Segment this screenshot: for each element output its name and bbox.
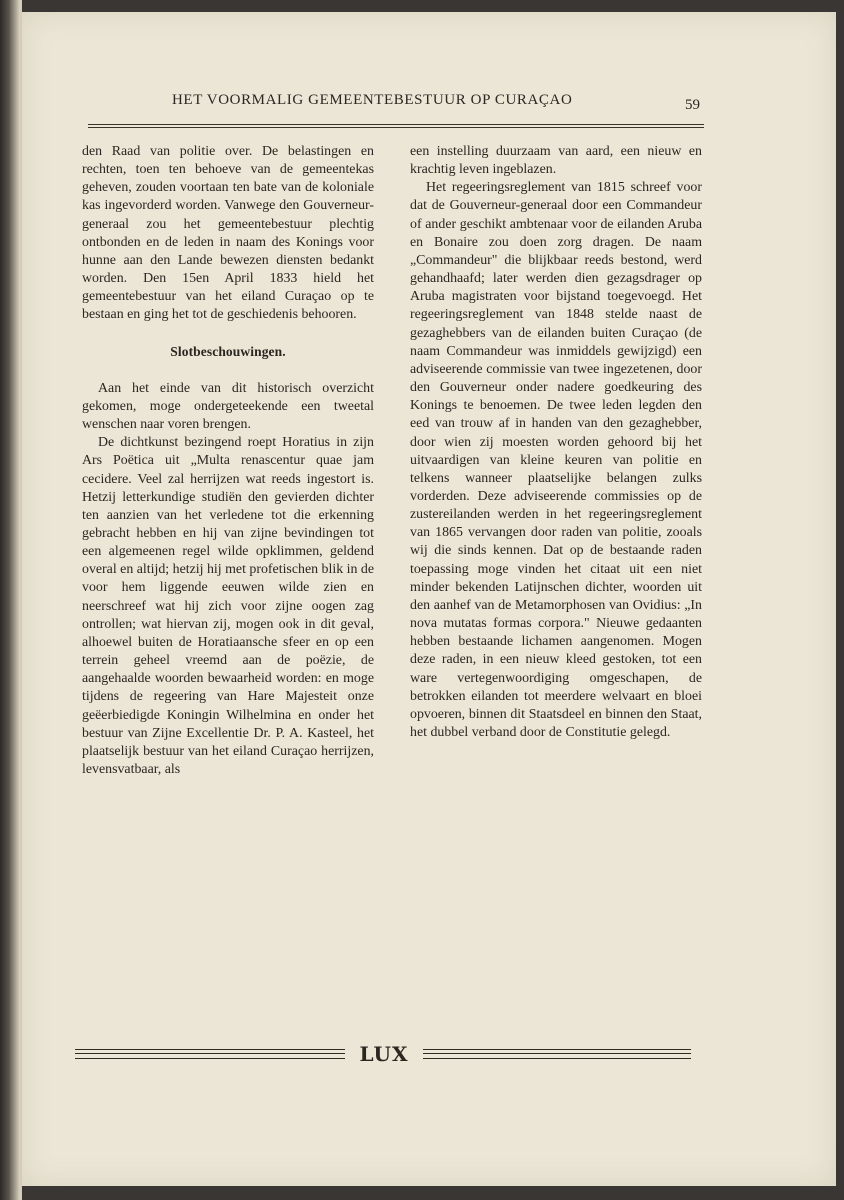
footer-ornament xyxy=(75,1044,695,1066)
paragraph: Aan het einde van dit historisch overzicht gekomen, moge ondergeteekende een tweetal wenschen naar voren brengen. xyxy=(82,380,374,433)
paragraph: den Raad van politie over. De belastingen en rechten, toen ten behoeve van de gemeentekas geheven, zouden voortaan ten bate van de koloniale kas ingevorderd worden. Vanwege den Gouverneur-generaal zou het gemeentebestuur plechtig ontbonden en de leden in naam des Konings voor hunne aan den Lande bewezen diensten bedankt worden. Den 15en April 1833 hield het gemeentebestuur van het eiland Curaçao op te bestaan en ging het tot de geschiedenis behooren. xyxy=(82,144,374,323)
running-title: HET VOORMALIG GEMEENTEBESTUUR OP CURAÇAO xyxy=(172,92,573,108)
footer-rule-right xyxy=(423,1049,691,1059)
paragraph: Het regeeringsreglement van 1815 schreef voor dat de Gouverneur-generaal door een Commandeur of ander geschikt ambtenaar voor de eilanden Aruba en Bonaire zou doen zorg dragen. De naam „Commandeur" die blijkbaar reeds bestond, werd gehandhaafd; later werden dien gezagsdrager op Aruba magistraten voor bijstand toegevoegd. Het regeeringsreglement van 1848 stelde naast de gezaghebbers van de eilanden buiten Curaçao (de naam Commandeur was inmiddels gewijzigd) een adviseerende commissie van twee ingezetenen, door den Gouverneur onder nadere goedkeuring des Konings te benoemen. De twee leden legden den eed van trouw af in handen van den gezaghebber, door wien zij moesten worden gehoord bij het uitvaardigen van kleine keuren van politie en telkens wanneer plaatselijke belangen zulks vorderden. Deze adviseerende commissies op de zustereilanden werden in het regeeringsreglement van 1865 vervangen door raden van politie, zooals wij die sinds kennen. Dat op de bestaande raden toepassing moge vinden het citaat uit een niet minder bekenden Latijnschen dichter, woorden uit den aanhef van de Metamorphosen van Ovidius: „In nova mutatas formas corpora." Nieuwe gedaanten hebben bestaande lichamen aangenomen. Mogen deze raden, in een nieuw kleed gestoken, tot een ware vertegenwoordiging omgeschapen, de betrokken eilanden tot meerdere welvaart en bloei opvoeren, binnen dit Staatsdeel en binnen den Staat, het dubbel verband door de Constitutie gelegd. xyxy=(410,180,702,740)
header-rule xyxy=(88,124,704,125)
page-number: 59 xyxy=(685,97,700,113)
header-rule xyxy=(88,127,704,128)
section-heading: Slotbeschouwingen. xyxy=(170,343,286,359)
left-text-column xyxy=(82,143,374,779)
paragraph: De dichtkunst bezingend roept Horatius in zijn Ars Poëtica uit „Multa renascentur quae jam cecidere. Veel zal herrijzen wat reeds ingestort is. Hetzij letterkundige studiën den gevierden dichter ten aanzien van het verledene tot die erkenning gebracht hebben en hij van zijne bevindingen tot een algemeenen regel wilde opklimmen, geldend overal en altijd; hetzij hij met profetischen blik in de voor hem liggende eeuwen wilde zien en neerschreef wat hij zich voor zijne oogen zag ontrollen; wat hiervan zij, mogen ook in dit geval, alhoewel buiten de Horatiaansche sfeer en op een terrein geheel vreemd aan de poëzie, de aangehaalde woorden bewaarheid worden: en moge tijdens de regeering van Hare Majesteit onze geëerbiedigde Koningin Wilhelmina en onder het bestuur van Zijne Excellentie Dr. P. A. Kasteel, het plaatselijk bestuur van het eiland Curaçao herrijzen, levensvatbaar, als xyxy=(82,435,375,777)
book-spine-shadow xyxy=(0,0,22,1200)
lux-logo: LUX xyxy=(359,1042,409,1066)
right-text-column xyxy=(410,143,702,742)
paragraph: een instelling duurzaam van aard, een nieuw en krachtig leven ingeblazen. xyxy=(410,144,702,178)
footer-rule-left xyxy=(75,1049,345,1059)
